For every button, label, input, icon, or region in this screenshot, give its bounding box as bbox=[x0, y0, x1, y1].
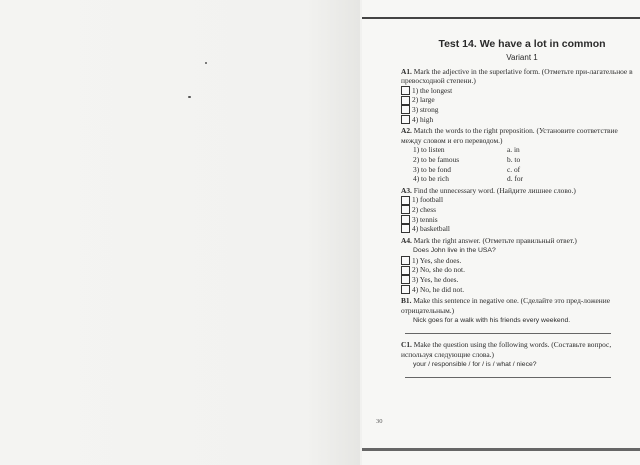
checkbox[interactable] bbox=[401, 205, 410, 214]
variant-label: Variant 1 bbox=[506, 53, 538, 62]
checkbox[interactable] bbox=[401, 215, 410, 224]
task-number: C1. bbox=[401, 340, 412, 350]
match-right: d. for bbox=[507, 174, 524, 184]
option-a4-3[interactable]: 3) Yes, he does. bbox=[401, 275, 633, 285]
task-sentence: Nick goes for a walk with his friends every weekend. bbox=[413, 317, 571, 325]
checkbox[interactable] bbox=[401, 96, 410, 105]
task-instruction: Mark the right answer. (Отметьте правильный ответ.) bbox=[413, 235, 577, 245]
match-right: a. in bbox=[507, 145, 520, 155]
checkbox[interactable] bbox=[401, 224, 410, 233]
option-a1-1[interactable]: 1) the longest bbox=[401, 86, 633, 96]
task-number: A3. bbox=[401, 185, 412, 195]
task-number: A1. bbox=[401, 66, 412, 76]
option-a3-4[interactable]: 4) basketball bbox=[401, 224, 633, 234]
checkbox[interactable] bbox=[401, 115, 410, 124]
checkbox[interactable] bbox=[401, 196, 410, 205]
task-question: Does John live in the USA? bbox=[413, 247, 496, 255]
checkbox[interactable] bbox=[401, 256, 410, 265]
task-a1 bbox=[401, 67, 633, 86]
test-content bbox=[401, 38, 633, 384]
option-a3-3[interactable]: 3) tennis bbox=[401, 215, 633, 225]
task-instruction: Match the words to the right preposition. (Установите соответствие между словом и его переводом.) bbox=[401, 126, 618, 145]
match-left: 3) to be fond bbox=[413, 164, 451, 174]
page-number: 30 bbox=[376, 418, 383, 425]
task-a2 bbox=[401, 126, 633, 145]
matching-pairs bbox=[413, 145, 633, 183]
checkbox[interactable] bbox=[401, 105, 410, 114]
match-right: b. to bbox=[507, 154, 521, 164]
scan-speck bbox=[205, 62, 207, 64]
task-a4 bbox=[401, 236, 633, 246]
option-a4-4[interactable]: 4) No, he did not. bbox=[401, 285, 633, 295]
task-instruction: Make the question using the following words. (Составьте вопрос, используя следующие слова.) bbox=[401, 340, 612, 359]
match-left: 1) to listen bbox=[413, 145, 445, 155]
task-instruction: Mark the adjective in the superlative form. (Отметьте при-лагательное в превосходной степени.) bbox=[401, 66, 633, 86]
task-number: A4. bbox=[401, 235, 412, 245]
answer-line[interactable] bbox=[405, 333, 611, 334]
match-right: c. of bbox=[507, 164, 521, 174]
match-left: 2) to be famous bbox=[413, 154, 460, 164]
checkbox[interactable] bbox=[401, 266, 410, 275]
task-number: B1. bbox=[401, 296, 412, 306]
task-a3 bbox=[401, 186, 633, 196]
option-a1-3[interactable]: 3) strong bbox=[401, 105, 633, 115]
option-a4-2[interactable]: 2) No, she do not. bbox=[401, 265, 633, 275]
option-a1-2[interactable]: 2) large bbox=[401, 95, 633, 105]
task-instruction: Make this sentence in negative one. (Сделайте это пред-ложение отрицательным.) bbox=[401, 296, 610, 315]
task-instruction: Find the unnecessary word. (Найдите лишнее слово.) bbox=[413, 185, 576, 195]
checkbox[interactable] bbox=[401, 275, 410, 284]
task-number: A2. bbox=[401, 126, 412, 136]
option-a3-2[interactable]: 2) chess bbox=[401, 205, 633, 215]
option-a1-4[interactable]: 4) high bbox=[401, 115, 633, 125]
checkbox[interactable] bbox=[401, 285, 410, 294]
answer-line[interactable] bbox=[405, 377, 611, 378]
test-title: Test 14. We have a lot in common bbox=[438, 38, 606, 50]
option-a4-1[interactable]: 1) Yes, she does. bbox=[401, 256, 633, 266]
task-b1 bbox=[401, 296, 633, 315]
match-left: 4) to be rich bbox=[413, 174, 449, 184]
task-words: your / responsible / for / is / what / niece? bbox=[413, 361, 537, 369]
option-a3-1[interactable]: 1) football bbox=[401, 195, 633, 205]
scan-speck bbox=[188, 96, 191, 98]
checkbox[interactable] bbox=[401, 86, 410, 95]
task-c1 bbox=[401, 340, 633, 359]
